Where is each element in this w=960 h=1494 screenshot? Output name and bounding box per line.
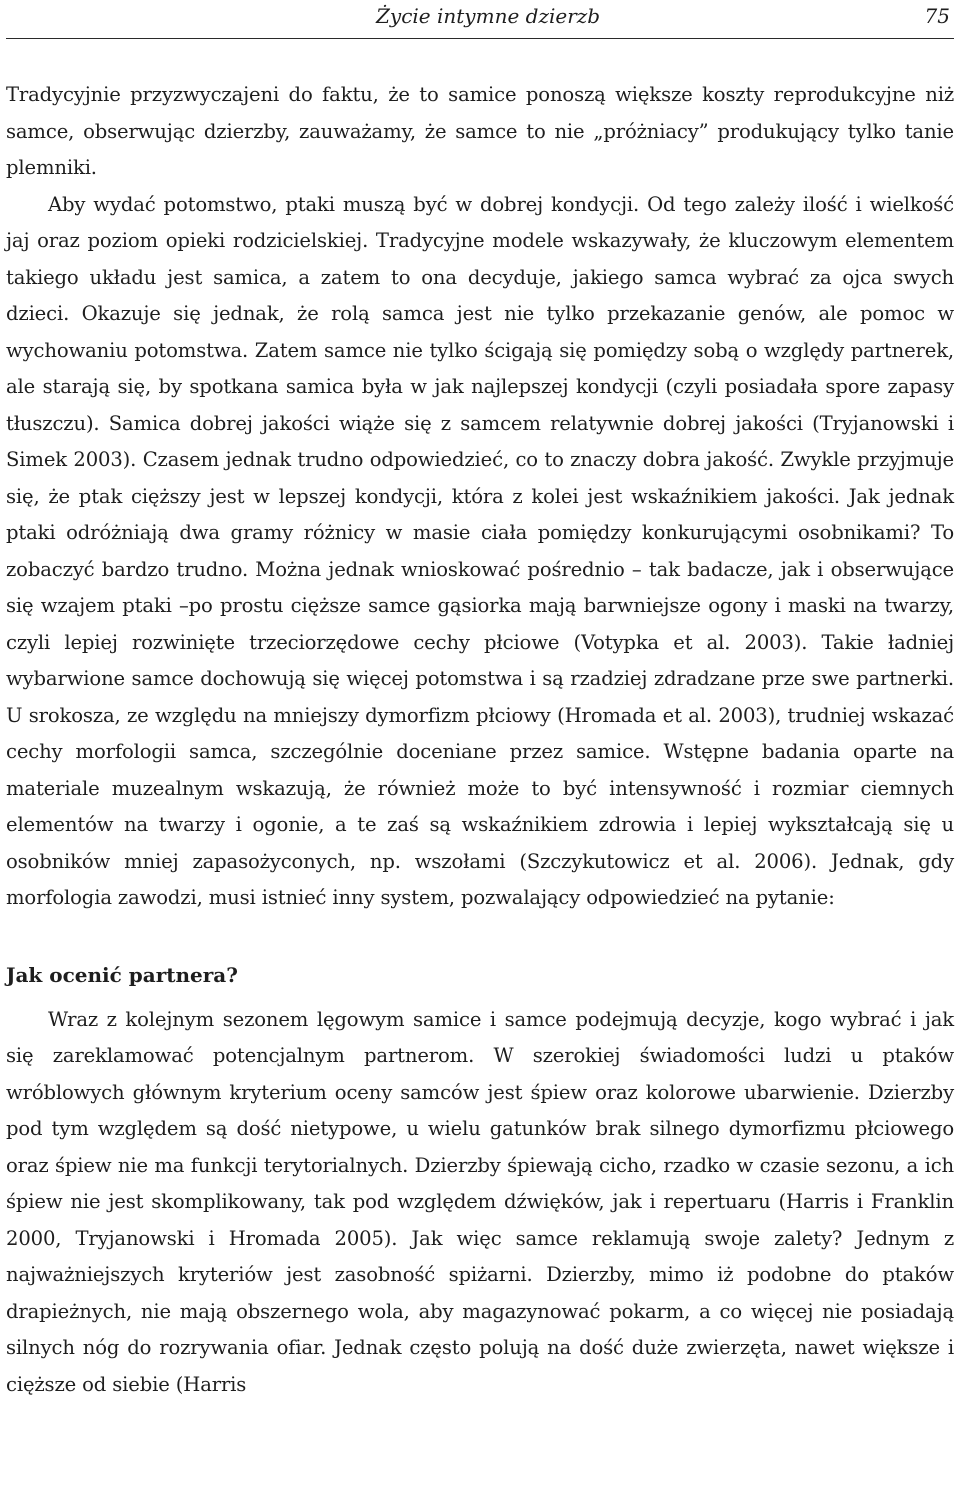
section-heading: Jak ocenić partnera?: [6, 962, 238, 987]
running-title: Życie intymne dzierzb: [376, 4, 601, 28]
page-number: 75: [924, 4, 950, 28]
running-header: [6, 0, 954, 39]
body-text: [6, 77, 954, 1403]
paragraph-1: Tradycyjnie przyzwyczajeni do faktu, że to samice ponoszą większe koszty reprodukcyjne niż samce, obserwując dzierzby, zauważamy, że samce to nie „próżniacy” produkujący tylko tanie plemniki.: [6, 83, 954, 179]
paragraph-2: Aby wydać potomstwo, ptaki muszą być w dobrej kondycji. Od tego zależy ilość i wielkość jaj oraz poziom opieki rodzicielskiej. Tradycyjne modele wskazywały, że kluczowym elementem takiego układu jest samica, a zatem to ona decyduje, jakiego samca wybrać za ojca swych dzieci. Okazuje się jednak, że rolą samca jest nie tylko przekazanie genów, ale pomoc w wychowaniu potomstwa. Zatem samce nie tylko ścigają się pomiędzy sobą o względy partnerek, ale starają się, by spotkana samica była w jak najlepszej kondycji (czyli posiadała spore zapasy tłuszczu). Samica dobrej jakości wiąże się z samcem relatywnie dobrej jakości (Tryjanowski i Simek 2003). Czasem jednak trudno odpowiedzieć, co to znaczy dobra jakość. Zwykle przyjmuje się, że ptak cięższy jest w lepszej kondycji, która z kolei jest wskaźnikiem jakości. Jak jednak ptaki odróżniają dwa gramy różnicy w masie ciała pomiędzy konkurującymi osobnikami? To zobaczyć bardzo trudno. Można jednak wnioskować pośrednio – tak badacze, jak i obserwujące się wzajem ptaki –po prostu cięższe samce gąsiorka mają barwniejsze ogony i maski na twarzy, czyli lepiej rozwinięte trzeciorzędowe cechy płciowe (Votypka et al. 2003). Takie ładniej wybarwione samce dochowują się więcej potomstwa i są rzadziej zdradzane prze swe partnerki. U srokosza, ze względu na mniejszy dymorfizm płciowy (Hromada et al. 2003), trudniej wskazać cechy morfologii samca, szczególnie doceniane przez samice. Wstępne badania oparte na materiale muzealnym wskazują, że również może to być intensywność i rozmiar ciemnych elementów na twarzy i ogonie, a te zaś są wskaźnikiem zdrowia i lepiej wykształcają się u osobników mniej zapasożyconych, np. wszołami (Szczykutowicz et al. 2006). Jednak, gdy morfologia zawodzi, musi istnieć inny system, pozwalający odpowiedzieć na pytanie:: [6, 192, 954, 909]
paragraph-3: Wraz z kolejnym sezonem lęgowym samice i samce podejmują decyzje, kogo wybrać i jak się zareklamować potencjalnym partnerom. W szerokiej świadomości ludzi u ptaków wróblowych głównym kryterium oceny samców jest śpiew oraz kolorowe ubarwienie. Dzierzby pod tym względem są dość nietypowe, u wielu gatunków brak silnego dymorfizmu płciowego oraz śpiew nie ma funkcji terytorialnych. Dzierzby śpiewają cicho, rzadko w czasie sezonu, a ich śpiew nie jest skomplikowany, tak pod względem dźwięków, jak i repertuaru (Harris i Franklin 2000, Tryjanowski i Hromada 2005). Jak więc samce reklamują swoje zalety? Jednym z najważniejszych kryteriów jest zasobność spiżarni. Dzierzby, mimo iż podobne do ptaków drapieżnych, nie mają obszernego wola, aby magazynować pokarm, a co więcej nie posiadają silnych nóg do rozrywania ofiar. Jednak często polują na dość duże zwierzęta, nawet większe i cięższe od siebie (Harris: [6, 1007, 954, 1396]
